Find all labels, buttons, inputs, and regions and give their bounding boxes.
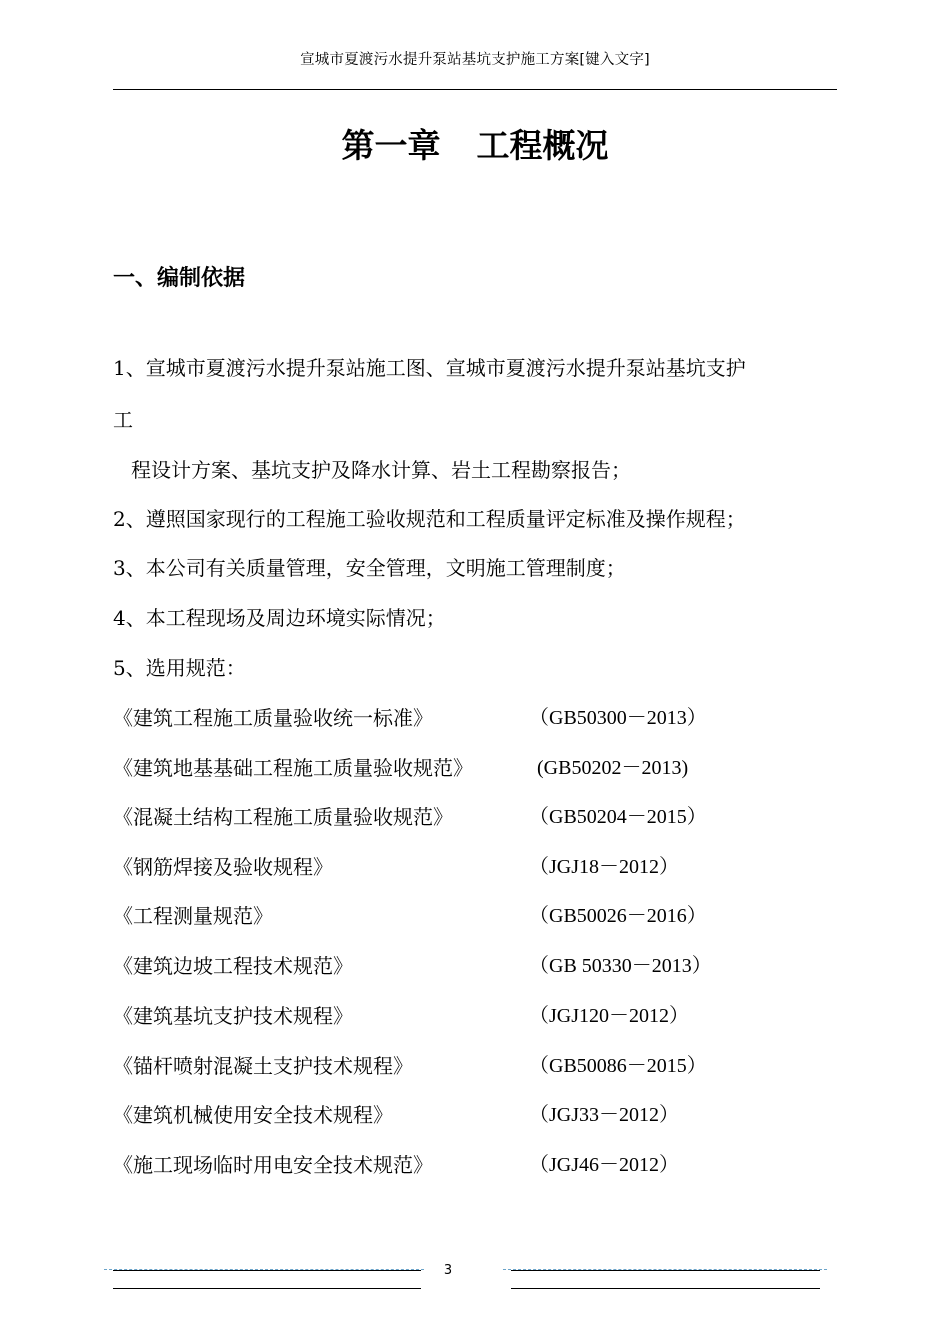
standard-name: 《建筑工程施工质量验收统一标准》 (113, 706, 433, 730)
page-header: 宣城市夏渡污水提升泵站基坑支护施工方案[键入文字] (300, 52, 650, 68)
basis-item-1-line-2: 工 (113, 408, 133, 432)
standard-name: 《混凝土结构工程施工质量验收规范》 (113, 805, 453, 829)
standard-code: （GB50204－2015） (529, 806, 707, 828)
standard-code: （JGJ33－2012） (529, 1104, 680, 1126)
page-number: 3 (443, 1263, 453, 1278)
basis-item-1-line-1: 1、宣城市夏渡污水提升泵站施工图、宣城市夏渡污水提升泵站基坑支护 (113, 356, 746, 380)
standard-name: 《工程测量规范》 (113, 904, 273, 928)
standard-name: 《钢筋焊接及验收规程》 (113, 855, 333, 879)
footer-left-underline (113, 1288, 421, 1289)
chapter-number: 第一章 (341, 126, 441, 165)
standard-code: （JGJ18－2012） (529, 856, 680, 878)
standard-name: 《建筑边坡工程技术规范》 (113, 954, 353, 978)
standard-name: 《施工现场临时用电安全技术规范》 (113, 1153, 433, 1177)
standard-code: （GB50026－2016） (529, 905, 707, 927)
basis-item-3: 3、本公司有关质量管理，安全管理，文明施工管理制度； (113, 556, 626, 580)
standard-code: （JGJ46－2012） (529, 1154, 680, 1176)
footer-right-underline (511, 1288, 820, 1289)
footer-right-line (511, 1270, 820, 1271)
standard-name: 《建筑机械使用安全技术规程》 (113, 1103, 393, 1127)
standard-name: 《建筑地基基础工程施工质量验收规范》 (113, 756, 473, 780)
section-title: 一、编制依据 (113, 266, 246, 291)
standard-name: 《锚杆喷射混凝土支护技术规程》 (113, 1054, 413, 1078)
basis-item-1-line-3: 程设计方案、基坑支护及降水计算、岩土工程勘察报告； (131, 458, 631, 482)
standard-name: 《建筑基坑支护技术规程》 (113, 1004, 353, 1028)
standard-code: （GB50086－2015） (529, 1055, 707, 1077)
header-rule (113, 89, 837, 90)
chapter-title (0, 124, 950, 168)
standard-code: （JGJ120－2012） (529, 1005, 690, 1027)
basis-item-5: 5、选用规范： (113, 656, 246, 680)
standard-code: (GB50202－2013) (537, 757, 689, 779)
standard-code: （GB50300－2013） (529, 707, 707, 729)
footer-left-line (113, 1270, 421, 1271)
basis-item-4: 4、本工程现场及周边环境实际情况； (113, 606, 446, 630)
chapter-name: 工程概况 (476, 126, 609, 165)
basis-item-2: 2、遵照国家现行的工程施工验收规范和工程质量评定标准及操作规程； (113, 507, 746, 531)
standard-code: （GB 50330－2013） (529, 955, 712, 977)
